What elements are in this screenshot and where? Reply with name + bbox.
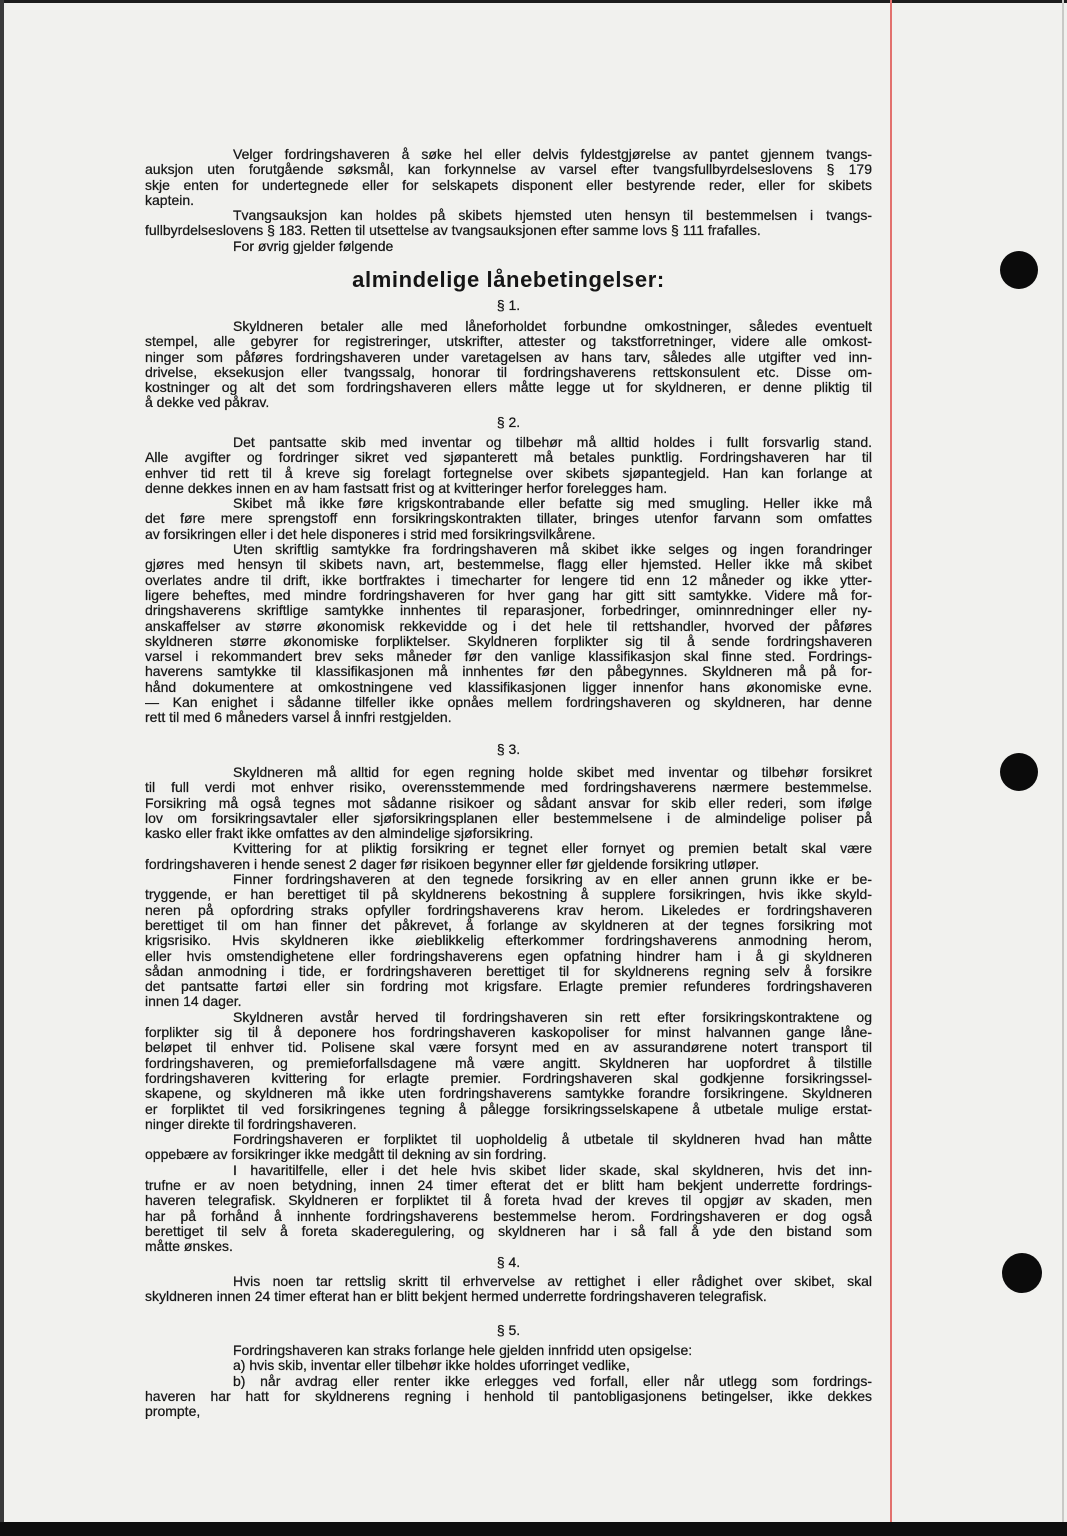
section-2-body bbox=[145, 435, 872, 726]
text-line: det pantsatte fartøi eller sin fordring mot krigsfare. Erlagte premier refunderes fordringshaveren bbox=[145, 979, 872, 995]
text-line: Finner fordringshaveren at den tegnede forsikring av en eller annen grunn ikke er be- bbox=[233, 872, 872, 888]
text-line: Forsikring må også tegnes mot sådanne risikoer og sådant ansvar for skib eller rederi, som ifølge bbox=[145, 795, 872, 811]
section-number: § 1. bbox=[496, 297, 521, 313]
text-line: kostninger og alt det som fordringshaveren ellers måtte legge ut for skyldneren, er denne pliktig til bbox=[145, 380, 872, 396]
text-line: gjøres med hensyn til skibets navn, art, bestemmelse, flagg eller hjemsted. Heller ikke må skibet bbox=[145, 557, 872, 573]
punch-hole bbox=[1000, 753, 1038, 791]
text-line: forplikter sig til å deponere hos fordringshaveren kaskopoliser for minst halvannen gange låne- bbox=[145, 1025, 872, 1041]
text-line: oppebære av forsikringer ikke medgått til dekning av sin fordring. bbox=[145, 1147, 547, 1163]
text-line: enhver tid rett til å kreve sig forelagt fortegnelse over skibets sjøpantegjeld. Han kan forlange at bbox=[145, 465, 872, 481]
paragraph bbox=[145, 1163, 872, 1255]
paragraph bbox=[145, 765, 872, 841]
text-line: Skyldneren må alltid for egen regning holde skibet med inventar og tilbehør forsikret bbox=[233, 765, 872, 780]
text-line: fordringshaveren i hende senest 2 dager før risikoen begynner eller før gjeldende forsikring utløper. bbox=[145, 856, 759, 872]
text-line: av forsikringen eller i det hele disponeres i strid med forsikringsvilkårene. bbox=[145, 526, 596, 542]
text-line: fordringshaveren kvittering for erlagte premier. Fordringshaveren skal godkjenne forsikringssel- bbox=[145, 1070, 872, 1086]
text-line: Det pantsatte skib med inventar og tilbehør må alltid holdes i fullt forsvarlig stand. bbox=[233, 435, 872, 450]
text-line: dringshaverens skriftlige samtykke innhentes til reparasjoner, forbedringer, ominnredninger eller ny- bbox=[145, 603, 872, 619]
text-line: Skibet må ikke føre krigskontrabande eller befatte sig med smugling. Heller ikke må bbox=[233, 496, 872, 512]
text-line: Skyldneren avstår herved til fordringshaveren sin rett efter forsikringskontraktene og bbox=[233, 1009, 872, 1025]
text-line: kaptein. bbox=[145, 192, 195, 208]
text-line: skapene, og skyldneren må ikke uten fordringshaverens samtykke forandre forsikringene. Skyldneren bbox=[145, 1086, 872, 1102]
text-line: tryggende, er han berettiget til på skyldnerens bekostning å supplere forsikringen, hvis ikke skyld- bbox=[145, 887, 872, 903]
page-top-edge bbox=[0, 0, 1067, 3]
text-line: haveren telegrafisk. Skyldneren er forpliktet til å foreta hvad der kreves til opgjør av skaden, men bbox=[145, 1193, 872, 1209]
text-line: Velger fordringshaveren å søke hel eller delvis fyldestgjørelse av pantet gjennem tvangs- bbox=[233, 147, 872, 162]
text-line: Kvittering for at pliktig forsikring er tegnet eller fornyet og premien betalt skal være bbox=[233, 841, 872, 857]
text-line: skje enten for undertegnede eller for selskapets disponent eller bestyrende reder, eller for skibets bbox=[145, 177, 872, 193]
text-line: overlates andre til drift, ikke bortfraktes i timecharter for lengere tid enn 12 måneder og ikke ytter- bbox=[145, 572, 872, 588]
text-line: å dekke ved påkrav. bbox=[145, 395, 270, 411]
paragraph bbox=[145, 319, 872, 411]
text-line: Skyldneren betaler alle med låneforholdet forbundne omkostninger, således eventuelt bbox=[233, 319, 872, 334]
paragraph bbox=[145, 872, 872, 1010]
paragraph bbox=[145, 1274, 872, 1305]
text-line: haveren har hatt for skyldnerens regning i henhold til pantobligasjonens betingelser, ikke dekkes bbox=[145, 1388, 872, 1404]
text-line: eller hvis omstendighetene eller fordringshaverens egen opfatning hindrer ham i å gi skyldneren bbox=[145, 948, 872, 964]
text-line: Tvangsauksjon kan holdes på skibets hjemsted uten hensyn til bestemmelsen i tvangs- bbox=[233, 208, 872, 224]
paragraph bbox=[145, 496, 872, 542]
paragraph bbox=[145, 239, 872, 254]
text-line: kasko eller frakt ikke omfattes av den almindelige sjøforsikring. bbox=[145, 826, 534, 842]
text-line: I havaritilfelle, eller i det hele hvis skibet lider skade, skal skyldneren, hvis det inn- bbox=[233, 1162, 872, 1178]
text-line: anskaffelser av større økonomisk rekkevidde og i det hele til rettshandler, hvorved der påføres bbox=[145, 618, 872, 634]
text-line: varsel i rekommandert brev seks måneder før den vanlige klassifikasjon skal finne sted. Fordrings- bbox=[145, 649, 872, 665]
text-line: prompte, bbox=[145, 1404, 201, 1420]
text-line: har på forhånd å innhente fordringshaverens bestemmelse herom. Fordringshaveren er dog også bbox=[145, 1208, 872, 1224]
section-1-body bbox=[145, 319, 872, 411]
text-line: er forpliktet til ved forsikringenes tegning å pålegge forsikringsselskapene å utbetale mulige erstat- bbox=[145, 1101, 872, 1117]
text-line: fordringshaveren, og premieforfallsdagene må være angitt. Skyldneren har uopfordret å tilstille bbox=[145, 1055, 872, 1071]
paragraph bbox=[145, 1343, 872, 1358]
page-left-edge bbox=[0, 0, 4, 1536]
conditions-heading: almindelige lånebetingelser: bbox=[352, 267, 665, 292]
text-line: Fordringshaveren er forpliktet til uopholdelig å utbetale til skyldneren hvad han måtte bbox=[233, 1132, 872, 1148]
text-line: drivelse, eksekusjon eller tvangssalg, honorar til fordringshaverens rettskonsulent etc. Disse om- bbox=[145, 364, 872, 380]
section-5-body bbox=[145, 1343, 872, 1419]
text-line: berettiget til selv å foreta skaderegulering, og skyldneren har i så fall å yde den bistand som bbox=[145, 1223, 872, 1239]
paragraph bbox=[145, 1132, 872, 1163]
text-line: neren på opfordring straks opfyller fordringshaverens krav herom. Likeledes er fordringshaveren bbox=[145, 902, 872, 918]
text-line: Hvis noen tar rettslig skritt til erhvervelse av rettighet i eller rådighet over skibet, skal bbox=[233, 1274, 872, 1289]
paragraph bbox=[145, 435, 872, 496]
text-line: trufne er av noen betydning, innen 24 timer efterat det er blitt ham bekjent underrette fordrings- bbox=[145, 1178, 872, 1194]
text-line: beløpet til enhver tid. Polisene skal være forsynt med en av assurandørene notert transport til bbox=[145, 1040, 872, 1056]
paragraph bbox=[145, 147, 872, 208]
text-line: innen 14 dager. bbox=[145, 994, 242, 1010]
text-line: ninger som påføres fordringshaveren under varetagelsen av hans tarv, således alle utgifter ved inn- bbox=[145, 349, 872, 365]
text-line: a) hvis skib, inventar eller tilbehør ikke holdes uforringet vedlike, bbox=[233, 1358, 630, 1374]
section-number: § 4. bbox=[496, 1254, 521, 1270]
text-line: måtte ønskes. bbox=[145, 1239, 233, 1255]
paragraph bbox=[145, 1374, 872, 1420]
text-line: Uten skriftlig samtykke fra fordringshaveren må skibet ikke selges og ingen forandringer bbox=[233, 542, 872, 558]
text-line: krigsrisiko. Hvis skyldneren ikke øieblikkelig efterkommer fordringshaverens anmodning herom, bbox=[145, 933, 872, 949]
section-number: § 5. bbox=[496, 1322, 521, 1338]
paragraph bbox=[145, 208, 872, 239]
section-3-body bbox=[145, 765, 872, 1255]
text-line: sådan anmodning i tide, er fordringshaveren berettiget til for skyldnerens regning selv å forsikre bbox=[145, 963, 872, 979]
text-line: Alle avgifter og fordringer sikret ved sjøpanterett må betales punktlig. Fordringshaveren har til bbox=[145, 450, 872, 466]
text-line: b) når avdrag eller renter ikke erlegges ved forfall, eller når utlegg som fordrings- bbox=[233, 1373, 872, 1389]
page-bottom-edge bbox=[0, 1522, 1067, 1536]
text-line: berettiget til om han finner det påkrevet, å forlange av skyldneren at der tegnes forsikring mot bbox=[145, 917, 872, 933]
text-line: ninger direkte til fordringshaveren. bbox=[145, 1116, 357, 1132]
paragraph bbox=[145, 1358, 872, 1373]
text-line: Fordringshaveren kan straks forlange hele gjelden innfridd uten opsigelse: bbox=[233, 1343, 693, 1358]
text-line: auksjon uten forutgående søksmål, kan forkynnelse av varsel efter tvangsfullbyrdelseslovens § 179 bbox=[145, 162, 872, 178]
text-line: haverens samtykke til klassifikasjonen må innhentes før den påbegynnes. Skyldneren må på for- bbox=[145, 664, 872, 680]
red-margin-line bbox=[890, 0, 892, 1522]
text-line: lov om forsikringsavtaler eller sjøforsikringsplanen eller bestemmelsene i de almindelige poliser på bbox=[145, 810, 872, 826]
section-number: § 3. bbox=[496, 741, 521, 757]
text-line: skyldneren større økonomiske forpliktelser. Skyldneren forplikter sig til å sende fordringshaveren bbox=[145, 633, 872, 649]
text-line: hånd dokumentere at omkostningene ved klassifikasjonen ligger innenfor hans økonomiske evne. bbox=[145, 679, 872, 695]
text-line: denne dekkes innen en av ham fastsatt frist og at kvitteringer herfor forelegges ham. bbox=[145, 480, 668, 496]
text-line: fullbyrdelseslovens § 183. Retten til utsettelse av tvangsauksjonen efter samme lovs § 111 frafalles. bbox=[145, 223, 761, 239]
section-4-body bbox=[145, 1274, 872, 1305]
paragraph bbox=[145, 1010, 872, 1132]
text-line: ligere beheftes, med mindre fordringshaveren for hver gang har gitt sitt samtykke. Videre må for- bbox=[145, 587, 872, 603]
text-line: stempel, alle gebyrer for registreringer, utskrifter, attester og takstforretninger, videre alle omkost- bbox=[145, 334, 872, 350]
intro-text bbox=[145, 147, 872, 254]
text-line: — Kan enighet i sådanne tilfeller ikke opnåes mellem fordringshaveren og skyldneren, har denne bbox=[145, 695, 872, 711]
punch-hole bbox=[1000, 251, 1038, 289]
text-line: til full verdi mot enhver risiko, overensstemmende med fordringshaverens nærmere bestemmelse. bbox=[145, 780, 872, 796]
text-line: skyldneren innen 24 timer efterat han er blitt bekjent hermed underrette fordringshaveren telegrafisk. bbox=[145, 1289, 767, 1305]
text-line: For øvrig gjelder følgende bbox=[233, 238, 394, 254]
text-line: det føre mere sprengstoff enn forsikringskontrakten tillater, bringes utenfor farvann som omfattes bbox=[145, 511, 872, 527]
text-line: rett til med 6 måneders varsel å innfri restgjelden. bbox=[145, 710, 452, 726]
paragraph bbox=[145, 841, 872, 872]
section-number: § 2. bbox=[496, 414, 521, 430]
paragraph bbox=[145, 542, 872, 726]
page-right-edge bbox=[1062, 0, 1064, 1522]
punch-hole bbox=[1002, 1253, 1042, 1293]
